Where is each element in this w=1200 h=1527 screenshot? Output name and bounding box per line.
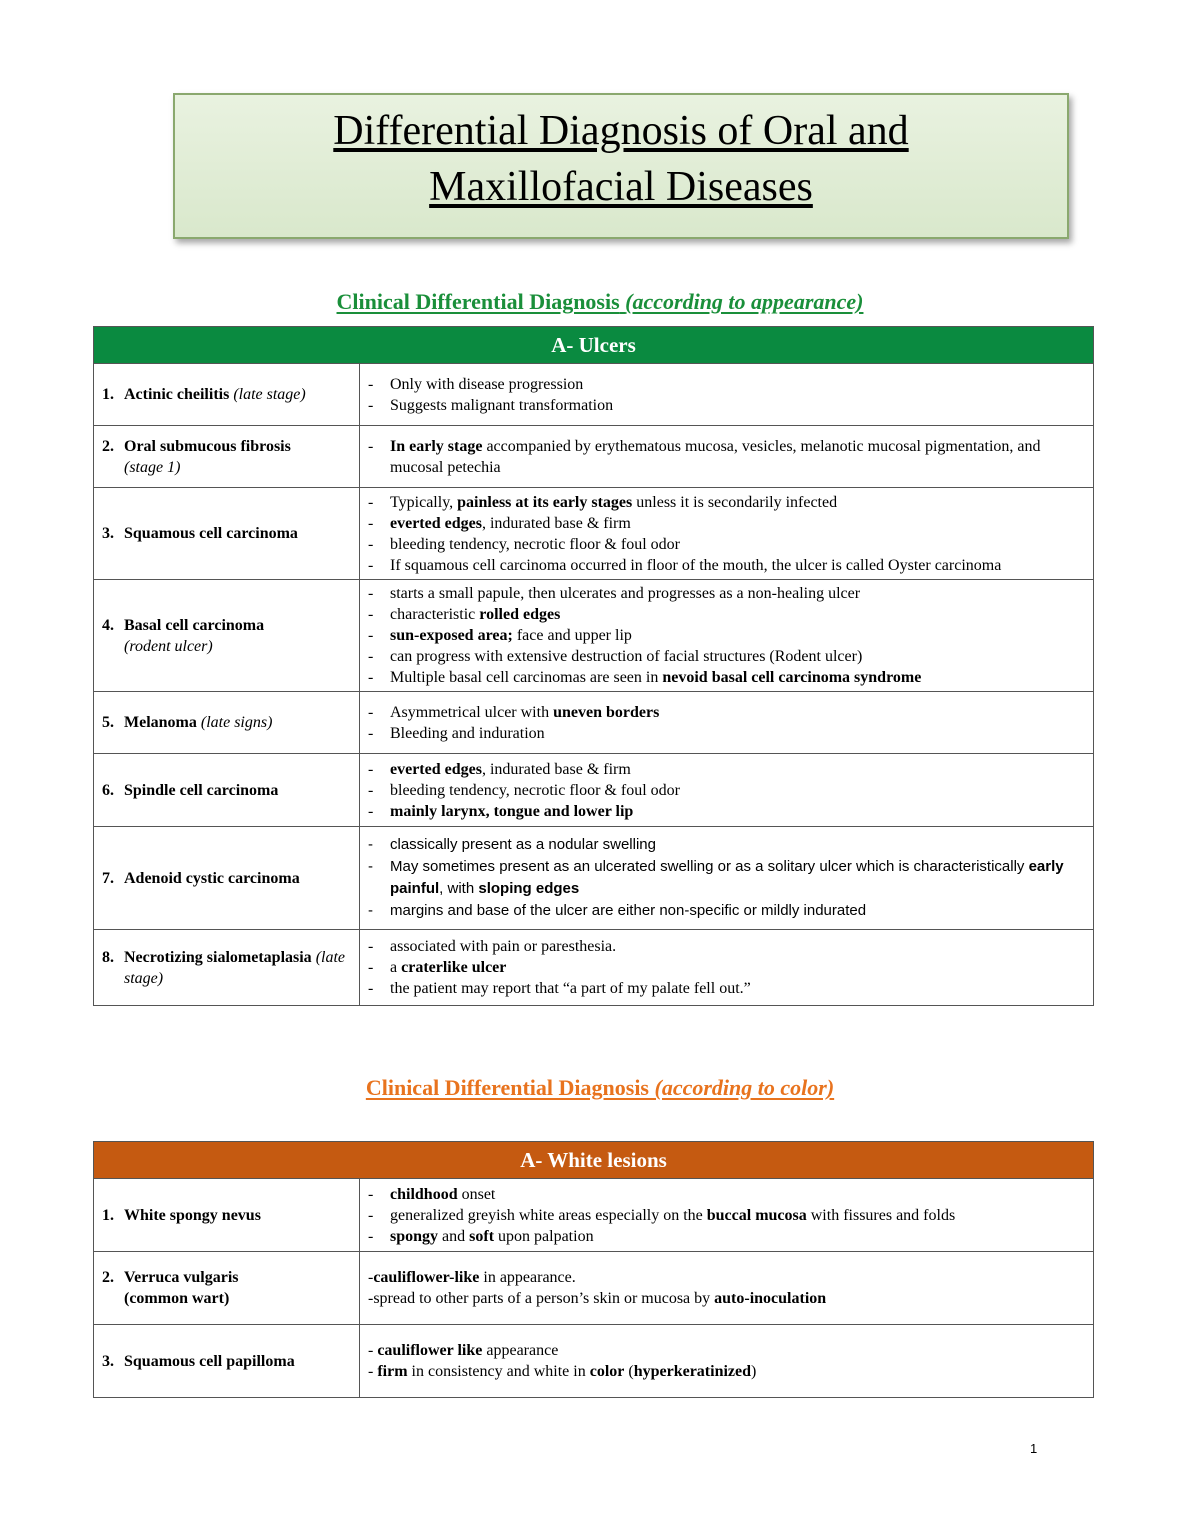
table-row: 1. Actinic cheilitis (late stage) - Only with disease progression - Suggests malignant transformation — [94, 364, 1094, 426]
table-row: 6. Spindle cell carcinoma - everted edges, indurated base & firm - bleeding tendency, necrotic floor & foul odor - mainly larynx, tongue and lower lip — [94, 754, 1094, 827]
table-row: 7. Adenoid cystic carcinoma - classically present as a nodular swelling - May sometimes present as an ulcerated swelling or as a solitary ulcer which is characteristically early painful, with sloping edges - margins and base of the ulcer are either non-specific or mildly indurated — [94, 827, 1094, 930]
table-row: 5. Melanoma (late signs) - Asymmetrical ulcer with uneven borders - Bleeding and induration — [94, 692, 1094, 754]
page-number: 1 — [1030, 1441, 1038, 1456]
table-row: 1. White spongy nevus - childhood onset - generalized greyish white areas especially on the buccal mucosa with fissures and folds - spongy and soft upon palpation — [94, 1179, 1094, 1252]
table-row: 2. Oral submucous fibrosis (stage 1) - In early stage accompanied by erythematous mucosa, vesicles, melanotic mucosal pigmentation, and mucosal petechia — [94, 426, 1094, 488]
ulcers-table — [93, 326, 1094, 1006]
section-heading-color: Clinical Differential Diagnosis (according to color) — [365, 1075, 835, 1100]
table-row: 4. Basal cell carcinoma (rodent ulcer) - starts a small papule, then ulcerates and progresses as a non-healing ulcer - characteristic rolled edges - sun-exposed area; face and upper lip - can progress with extensive destruction of facial structures (Rodent ulcer) - Multiple basal cell carcinomas are seen in nevoid basal cell carcinoma syndrome — [94, 580, 1094, 692]
table-header-white-lesions: A- White lesions — [94, 1142, 1094, 1179]
table-header-ulcers: A- Ulcers — [94, 327, 1094, 364]
page-title-line-2: Maxillofacial Diseases — [429, 164, 813, 210]
table-row: 3. Squamous cell carcinoma - Typically, painless at its early stages unless it is secondarily infected - everted edges, indurated base & firm - bleeding tendency, necrotic floor & foul odor - If squamous cell carcinoma occurred in floor of the mouth, the ulcer is called Oyster carcinoma — [94, 488, 1094, 580]
table-row: 8. Necrotizing sialometaplasia (late stage) - associated with pain or paresthesia. - a craterlike ulcer - the patient may report that “a part of my palate fell out.” — [94, 930, 1094, 1006]
white-lesions-table — [93, 1141, 1094, 1398]
table-row: 2. Verruca vulgaris (common wart) -cauliflower-like in appearance. -spread to other parts of a person’s skin or mucosa by auto-inoculation — [94, 1252, 1094, 1325]
title-box — [173, 93, 1069, 239]
page-title-line-1: Differential Diagnosis of Oral and — [333, 108, 909, 154]
table-row: 3. Squamous cell papilloma - cauliflower like appearance - firm in consistency and white in color (hyperkeratinized) — [94, 1325, 1094, 1398]
section-heading-appearance: Clinical Differential Diagnosis (according to appearance) — [336, 289, 864, 314]
